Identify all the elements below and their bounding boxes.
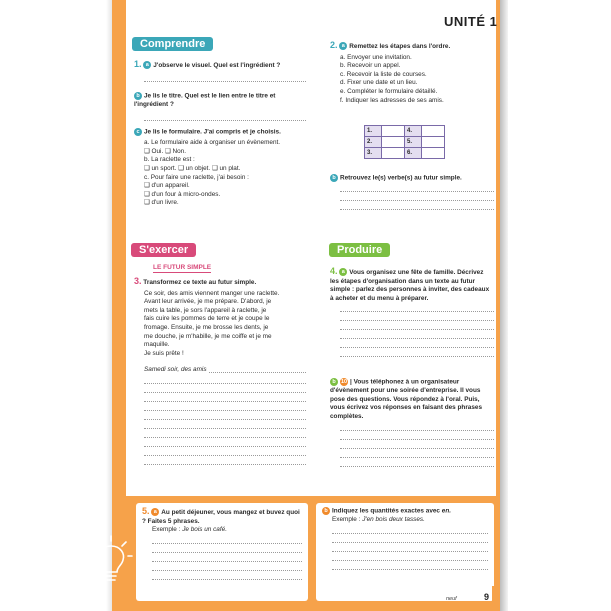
- answer-line[interactable]: [144, 431, 306, 438]
- q4b: b 10 | Vous téléphonez à un organisateur d'évènement pour une soirée d'entreprise. Il vous pose des questions. Vous répondez à l'oral. Puis, vous écrivez vos réponses en faisant des phrases complètes.: [330, 378, 494, 467]
- grid-label: 4.: [405, 126, 422, 137]
- page-number-tab: [492, 586, 498, 606]
- page-number-word: neuf: [446, 596, 457, 602]
- answer-line[interactable]: [340, 314, 494, 321]
- answer-line[interactable]: [144, 377, 306, 384]
- answer-line[interactable]: [144, 422, 306, 429]
- answer-line[interactable]: [340, 194, 494, 201]
- answer-line[interactable]: [144, 114, 306, 121]
- grid-cell[interactable]: [422, 148, 445, 159]
- grid-cell[interactable]: [382, 126, 405, 137]
- answer-line[interactable]: [340, 424, 494, 431]
- section-comprendre: Comprendre: [132, 37, 213, 51]
- grid-label: 6.: [405, 148, 422, 159]
- answer-line[interactable]: [340, 305, 494, 312]
- section-memoriser: Mémoriser: [143, 485, 193, 497]
- answer-line[interactable]: [332, 563, 488, 570]
- answer-line[interactable]: [340, 203, 494, 210]
- answer-line[interactable]: [152, 564, 302, 571]
- answer-line[interactable]: [144, 386, 306, 393]
- grid-label: 3.: [365, 148, 382, 159]
- section-produire: Produire: [329, 243, 390, 257]
- answer-line[interactable]: [152, 555, 302, 562]
- unit-title: UNITÉ 1: [444, 14, 498, 29]
- answer-line[interactable]: [340, 442, 494, 449]
- q2-item: b. Recevoir un appel.: [340, 62, 401, 70]
- q5b: b Indiquez les quantités exactes avec en. Exemple : J'en bois deux tasses.: [322, 507, 488, 570]
- q3: 3. Transformez ce texte au futur simple. Ce soir, des amis viennent manger une raclette. Avant leur arrivée, je me prépare. D'abord, je mets la table, je sors l'appareil à raclette, je fais cuire les pommes de terre et je coupe le fromage. Ensuite, je me brosse les dents, je me douche, je m'habille, je me coiffe et je me maquille. Je suis prête ! Samedi soir, des amis: [134, 277, 306, 465]
- answer-line[interactable]: [152, 537, 302, 544]
- grammar-tag: LE FUTUR SIMPLE: [153, 264, 212, 271]
- q2-item: a. Envoyer une invitation.: [340, 53, 412, 61]
- grid-cell[interactable]: [382, 137, 405, 148]
- answer-line[interactable]: [144, 449, 306, 456]
- answer-line[interactable]: [332, 554, 488, 561]
- q2-item: d. Fixer une date et un lieu.: [340, 79, 418, 87]
- answer-line[interactable]: [340, 185, 494, 192]
- answer-line[interactable]: [340, 460, 494, 467]
- answer-line[interactable]: [340, 332, 494, 339]
- order-grid: [364, 125, 445, 159]
- q2-item: c. Recevoir la liste de courses.: [340, 70, 427, 78]
- page-edge-right: [500, 0, 508, 611]
- answer-line[interactable]: [332, 545, 488, 552]
- q1b: b Je lis le titre. Quel est le lien entre le titre et l'ingrédient ?: [134, 92, 306, 121]
- section-exercer: S'exercer: [131, 243, 196, 257]
- grid-label: 1.: [365, 126, 382, 137]
- answer-line[interactable]: [144, 413, 306, 420]
- answer-line[interactable]: [152, 546, 302, 553]
- answer-line[interactable]: [332, 536, 488, 543]
- grid-cell[interactable]: [422, 126, 445, 137]
- answer-line[interactable]: [340, 323, 494, 330]
- answer-line[interactable]: [144, 395, 306, 402]
- page-number: 9: [484, 592, 490, 602]
- grid-cell[interactable]: [422, 137, 445, 148]
- answer-line[interactable]: [144, 404, 306, 411]
- q1c: c Je lis le formulaire. J'ai compris et je choisis. a. Le formulaire aide à organiser un évènement. ❑ Oui. ❑ Non. b. La raclette est : ❑ un sport. ❑ un objet. ❑ un plat. c. Pour faire une raclette, j'ai besoin : ❑ d'un appareil. ❑ d'un four à micro-ondes. ❑ d'un livre.: [134, 128, 306, 208]
- audio-track-icon[interactable]: 10: [340, 379, 348, 385]
- grid-label: 2.: [365, 137, 382, 148]
- q2-item: f. Indiquer les adresses de ses amis.: [340, 96, 444, 104]
- q5a: 5. a Au petit déjeuner, vous mangez et buvez quoi ? Faites 5 phrases. Exemple : Je bois un café.: [142, 507, 302, 580]
- q4a: 4. a Vous organisez une fête de famille. Décrivez les étapes d'organisation dans un texte au futur simple : parlez des personnes à inviter, des cadeaux à acheter et du menu à préparer.: [330, 267, 494, 357]
- lightbulb-icon: [88, 532, 134, 588]
- answer-line[interactable]: [152, 573, 302, 580]
- answer-line[interactable]: [332, 527, 488, 534]
- answer-line[interactable]: [209, 366, 306, 373]
- q1a: 1. a J'observe le visuel. Quel est l'ingrédient ?: [134, 60, 306, 82]
- grid-label: 5.: [405, 137, 422, 148]
- answer-line[interactable]: [340, 350, 494, 357]
- answer-line[interactable]: [144, 440, 306, 447]
- q2-item: e. Compléter le formulaire détaillé.: [340, 87, 438, 95]
- answer-line[interactable]: [144, 75, 306, 82]
- answer-line[interactable]: [340, 341, 494, 348]
- answer-line[interactable]: [144, 458, 306, 465]
- q2a: 2. a Remettez les étapes dans l'ordre. a. Envoyer une invitation. b. Recevoir un appel. c. Recevoir la liste de courses. d. Fixer une date et un lieu. e. Compléter le formulaire détaillé. f. Indiquer les adresses de ses amis.: [330, 41, 494, 105]
- answer-line[interactable]: [340, 433, 494, 440]
- q2b: b Retrouvez le(s) verbe(s) au futur simple.: [330, 174, 494, 210]
- grid-cell[interactable]: [382, 148, 405, 159]
- answer-line[interactable]: [340, 451, 494, 458]
